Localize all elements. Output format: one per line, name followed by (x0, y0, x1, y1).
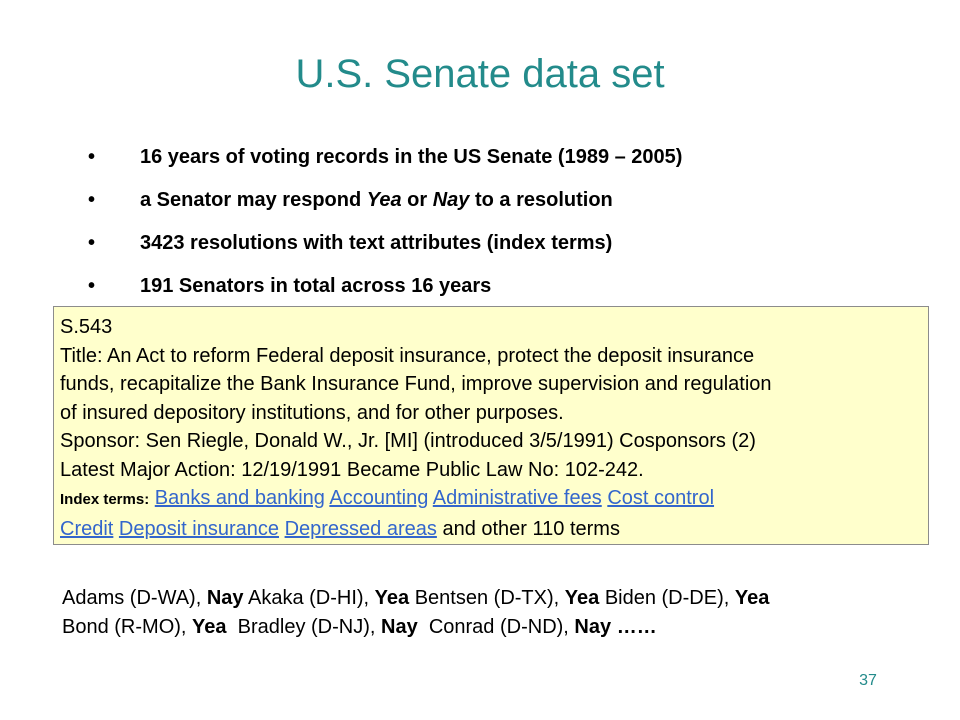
bullet-icon (88, 188, 95, 212)
bullet-text-nay: Nay (432, 189, 470, 211)
index-term-link[interactable]: Deposit insurance (118, 517, 280, 540)
index-term-link[interactable]: Credit (60, 517, 114, 540)
bullet-text: 191 Senators in total across 16 years (140, 275, 492, 297)
bullet-item (0, 145, 682, 188)
index-terms-line (60, 515, 924, 544)
bullet-item (0, 188, 682, 231)
index-terms-line (60, 484, 924, 515)
senator-name: Bond (R-MO), (62, 616, 187, 638)
index-term-link[interactable]: Administrative fees (432, 487, 602, 509)
bullet-icon (88, 274, 95, 298)
page-number: 37 (859, 672, 877, 689)
senator-name: Bradley (D-NJ), (237, 616, 376, 638)
resolution-id: S.543 (60, 316, 113, 338)
senator-name: Conrad (D-ND), (428, 616, 569, 638)
index-term-link[interactable]: Banks and banking (154, 487, 325, 509)
vote-value: Nay (206, 587, 244, 609)
bullet-item (0, 231, 682, 274)
senator-name: Adams (D-WA), (62, 587, 202, 609)
vote-value: Yea (374, 587, 410, 609)
bullet-list (0, 145, 682, 317)
vote-value: Nay (574, 616, 612, 638)
vote-value: Yea (734, 587, 770, 609)
senator-name: Biden (D-DE), (604, 587, 730, 609)
resolution-record-box (53, 306, 929, 545)
index-term-link[interactable]: Cost control (607, 487, 715, 509)
bullet-icon (88, 231, 95, 255)
vote-value: Yea (564, 587, 600, 609)
bullet-text-part: or (401, 189, 433, 211)
slide-title: U.S. Senate data set (295, 52, 665, 96)
resolution-title-line: funds, recapitalize the Bank Insurance Fund, improve supervision and regulation (60, 373, 772, 395)
index-terms-label: Index terms: (60, 491, 150, 508)
bullet-text-yea: Yea (366, 189, 402, 211)
index-term-link[interactable]: Accounting (329, 487, 429, 509)
vote-value: Nay (381, 616, 418, 638)
votes-line (62, 584, 769, 613)
resolution-title-line: of insured depository institutions, and for other purposes. (60, 401, 564, 424)
votes-line (62, 613, 769, 642)
senator-name: Akaka (D-HI), (247, 587, 370, 609)
bullet-text: 3423 resolutions with text attributes (index terms) (140, 232, 613, 254)
votes-continuation: …… (616, 616, 657, 638)
index-term-link[interactable]: Depressed areas (284, 517, 437, 540)
bullet-text-part: a Senator may respond (140, 189, 367, 211)
bullet-text: 16 years of voting records in the US Senate (1989 – 2005) (140, 146, 683, 168)
senator-votes (62, 584, 769, 642)
senator-name: Bentsen (D-TX), (414, 587, 560, 609)
vote-value: Yea (192, 616, 227, 638)
resolution-title-line: Title: An Act to reform Federal deposit insurance, protect the deposit insurance (60, 344, 755, 367)
resolution-sponsor: Sponsor: Sen Riegle, Donald W., Jr. [MI] (introduced 3/5/1991) Cosponsors (2) (60, 430, 756, 452)
resolution-latest-action: Latest Major Action: 12/19/1991 Became Public Law No: 102-242. (60, 458, 644, 481)
bullet-text-part: to a resolution (469, 189, 613, 211)
bullet-icon (88, 145, 95, 169)
more-terms-text: and other 110 terms (442, 517, 620, 540)
